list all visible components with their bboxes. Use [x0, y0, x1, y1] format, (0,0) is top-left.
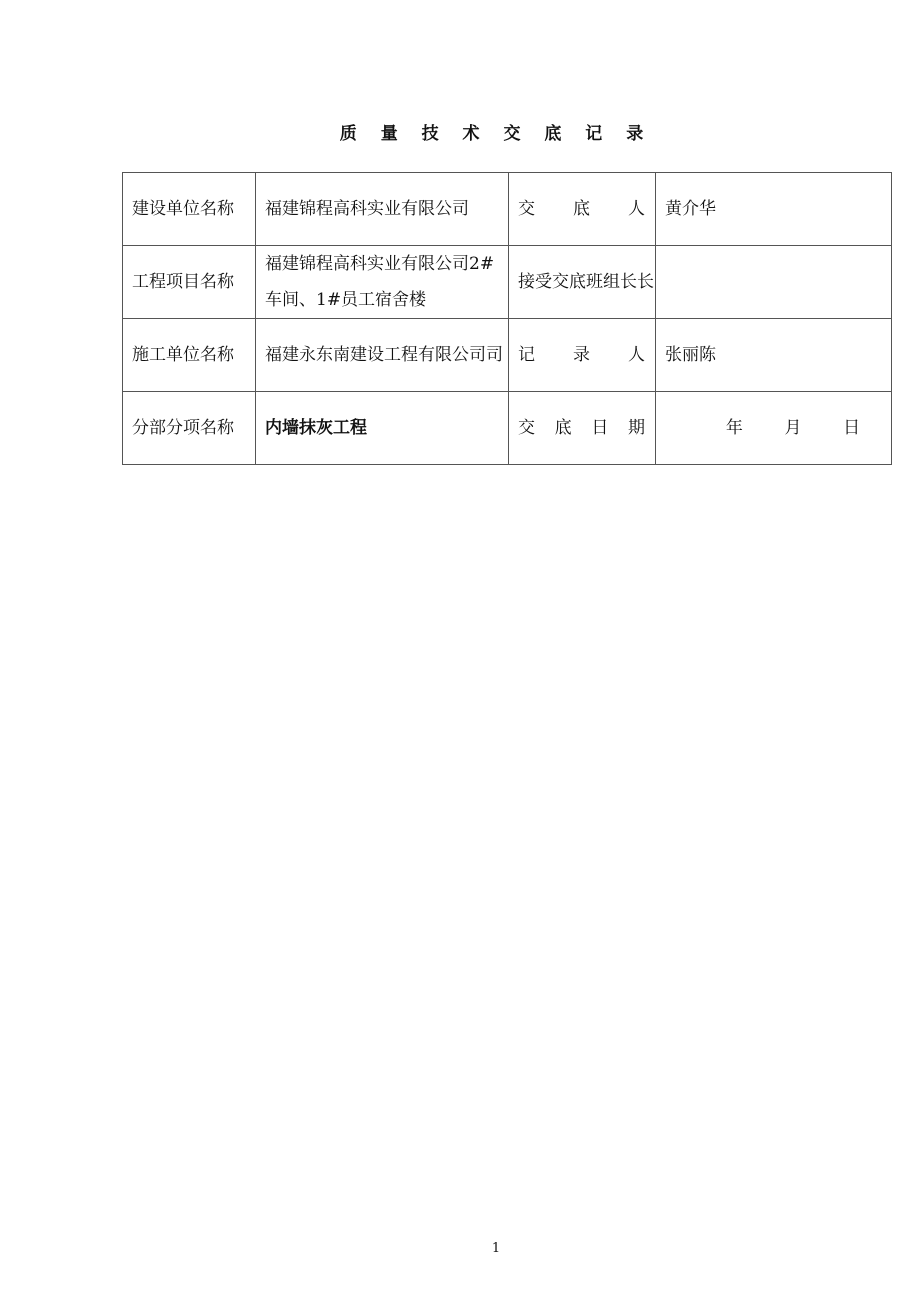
- label-cell: 分部分项名称: [123, 392, 256, 465]
- date-month-label: 月: [784, 418, 802, 438]
- record-table: [122, 172, 892, 465]
- label-cell: 接受交底班组长长: [509, 246, 656, 319]
- label-cell: 建设单位名称: [123, 173, 256, 246]
- label-cell: 交 底 日 期: [509, 392, 656, 465]
- page-number: 1: [491, 1241, 501, 1256]
- label-cell: 施工单位名称: [123, 319, 256, 392]
- value-cell: [656, 246, 892, 319]
- label-cell: 记 录 人: [509, 319, 656, 392]
- label-cell: 交 底 人: [509, 173, 656, 246]
- date-day-label: 日: [843, 418, 861, 438]
- document-title: 质 量 技 术 交 底 记 录: [339, 124, 653, 144]
- label-cell: 工程项目名称: [123, 246, 256, 319]
- table-row: [123, 173, 892, 246]
- table-row: [123, 246, 892, 319]
- value-cell: 福建永东南建设工程有限公司司: [256, 319, 509, 392]
- value-cell: 福建锦程高科实业有限公司: [256, 173, 509, 246]
- table-row: [123, 392, 892, 465]
- value-cell: 福建锦程高科实业有限公司2#车间、1#员工宿舍楼: [256, 246, 509, 319]
- value-cell: 张丽陈: [656, 319, 892, 392]
- date-cell: [656, 392, 892, 465]
- value-cell: 内墙抹灰工程: [256, 392, 509, 465]
- date-year-label: 年: [725, 418, 743, 438]
- value-cell: 黄介华: [656, 173, 892, 246]
- table-row: [123, 319, 892, 392]
